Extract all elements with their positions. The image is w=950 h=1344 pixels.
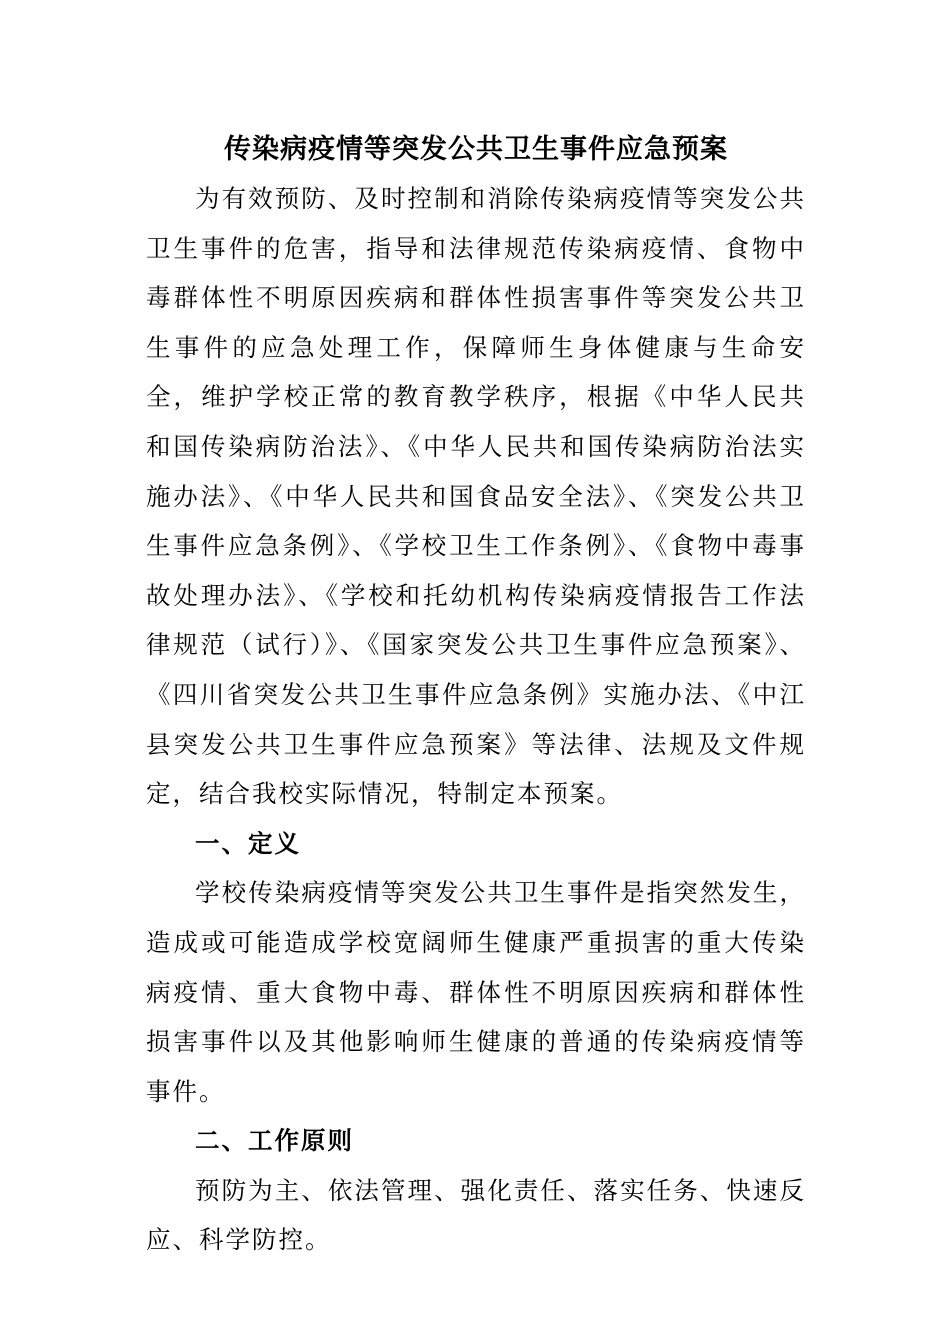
document-page — [146, 126, 806, 1265]
document-title: 传染病疫情等突发公共卫生事件应急预案 — [224, 134, 728, 165]
section-body-definition: 学校传染病疫情等突发公共卫生事件是指突然发生，造成或可能造成学校宽阔师生健康严重损害的重大传染病疫情、重大食物中毒、群体性不明原因疾病和群体性损害事件以及其他影响师生健康的普通的传染病疫情等事件。 — [146, 878, 806, 1106]
section-heading-principles: 二、工作原则 — [195, 1126, 354, 1156]
section-body-principles: 预防为主、依法管理、强化责任、落实任务、快速反应、科学防控。 — [146, 1175, 806, 1255]
intro-paragraph: 为有效预防、及时控制和消除传染病疫情等突发公共卫生事件的危害，指导和法律规范传染病疫情、食物中毒群体性不明原因疾病和群体性损害事件等突发公共卫生事件的应急处理工作，保障师生身体健康与生命安全，维护学校正常的教育教学秩序，根据《中华人民共和国传染病防治法》、《中华人民共和国传染病防治法实施办法》、《中华人民共和国食品安全法》、《突发公共卫生事件应急条例》、《学校卫生工作条例》、《食物中毒事故处理办法》、《学校和托幼机构传染病疫情报告工作法律规范（试行）》、《国家突发公共卫生事件应急预案》、《四川省突发公共卫生事件应急条例》实施办法、《中江县突发公共卫生事件应急预案》等法律、法规及文件规定，结合我校实际情况，特制定本预案。 — [146, 184, 806, 809]
section-heading-definition: 一、定义 — [195, 828, 301, 858]
